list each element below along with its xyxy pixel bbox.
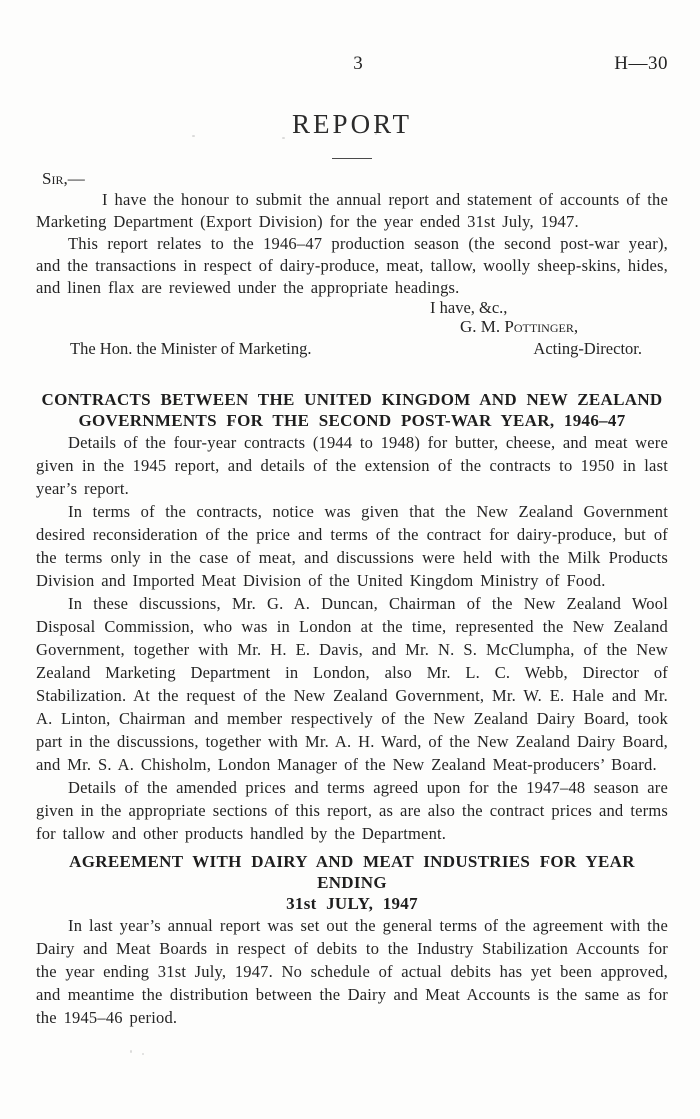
scan-speck bbox=[130, 1050, 132, 1053]
salutation: Sir,— bbox=[42, 169, 85, 188]
page-number: 3 bbox=[353, 53, 363, 74]
signatory-title: Acting-Director. bbox=[533, 339, 642, 358]
title-rule bbox=[332, 158, 372, 159]
scan-speck bbox=[142, 1053, 144, 1055]
heading-line: AGREEMENT WITH DAIRY AND MEAT INDUSTRIES FOR YEAR ENDING bbox=[69, 852, 635, 892]
section-contracts bbox=[36, 389, 668, 845]
paragraph: Details of the amended prices and terms agreed upon for the 1947–48 season are given in the appropriate sections of this report, as are also the contract prices and terms for tallow and other products handled by the Department. bbox=[36, 778, 668, 843]
paragraph-letter-opening: I have the honour to submit the annual report and statement of accounts of the Marketing Department (Export Division) for the year ended 31st July, 1947. bbox=[36, 190, 668, 231]
paragraph: In terms of the contracts, notice was given that the New Zealand Government desired reconsideration of the price and terms of the contract for dairy-produce, but of the terms only in the case of meat, and discussions were held with the Milk Products Division and Imported Meat Division of the United Kingdom Ministry of Food. bbox=[36, 502, 668, 590]
heading-line: CONTRACTS BETWEEN THE UNITED KINGDOM AND NEW ZEALAND bbox=[41, 390, 663, 409]
letter-block bbox=[36, 169, 668, 359]
document-reference: H—30 bbox=[614, 53, 668, 74]
page-header bbox=[36, 54, 668, 74]
scan-speck bbox=[282, 137, 285, 139]
heading-line: 31st JULY, 1947 bbox=[286, 894, 418, 913]
heading-line: GOVERNMENTS FOR THE SECOND POST-WAR YEAR, 1946–47 bbox=[78, 411, 626, 430]
sign-off-row bbox=[36, 339, 668, 359]
paragraph: In these discussions, Mr. G. A. Duncan, Chairman of the New Zealand Wool Disposal Commission, who was in London at the time, represented the New Zealand Government, together with Mr. H. E. Davis, and Mr. N. S. McClumpha, of the New Zealand Marketing Department in London, also Mr. L. C. Webb, Director of Stabilization. At the request of the New Zealand Government, Mr. W. E. Hale and Mr. A. Linton, Chairman and member respectively of the New Zealand Dairy Board, took part in the discussions, together with Mr. A. H. Ward, of the New Zealand Dairy Board, and Mr. S. A. Chisholm, London Manager of the New Zealand Meat-producers’ Board. bbox=[36, 594, 668, 774]
section-agreement bbox=[36, 851, 668, 1029]
paragraph: In last year’s annual report was set out the general terms of the agreement with the Dairy and Meat Boards in respect of debits to the Industry Stabilization Accounts for the year ending 31st July, 1947. No schedule of actual debits has yet been approved, and meantime the distribution between the Dairy and Meat Accounts is the same as for the 1945–46 period. bbox=[36, 916, 668, 1027]
paragraph: Details of the four-year contracts (1944 to 1948) for butter, cheese, and meat were given in the 1945 report, and details of the extension of the contracts to 1950 in last year’s report. bbox=[36, 433, 668, 498]
signatory-name: G. M. Pottinger, bbox=[460, 317, 579, 336]
paragraph-letter-scope: This report relates to the 1946–47 production season (the second post-war year), and the transactions in respect of dairy-produce, meat, tallow, woolly sheep-skins, hides, and linen flax are reviewed under the appropriate headings. bbox=[36, 234, 668, 297]
addressee: The Hon. the Minister of Marketing. bbox=[70, 339, 312, 358]
section-contracts-heading bbox=[36, 389, 668, 431]
scan-speck bbox=[192, 135, 195, 137]
page-title: REPORT bbox=[292, 109, 412, 139]
section-agreement-heading bbox=[36, 851, 668, 914]
valediction: I have, &c., bbox=[430, 298, 508, 317]
scan-speck bbox=[375, 133, 377, 135]
